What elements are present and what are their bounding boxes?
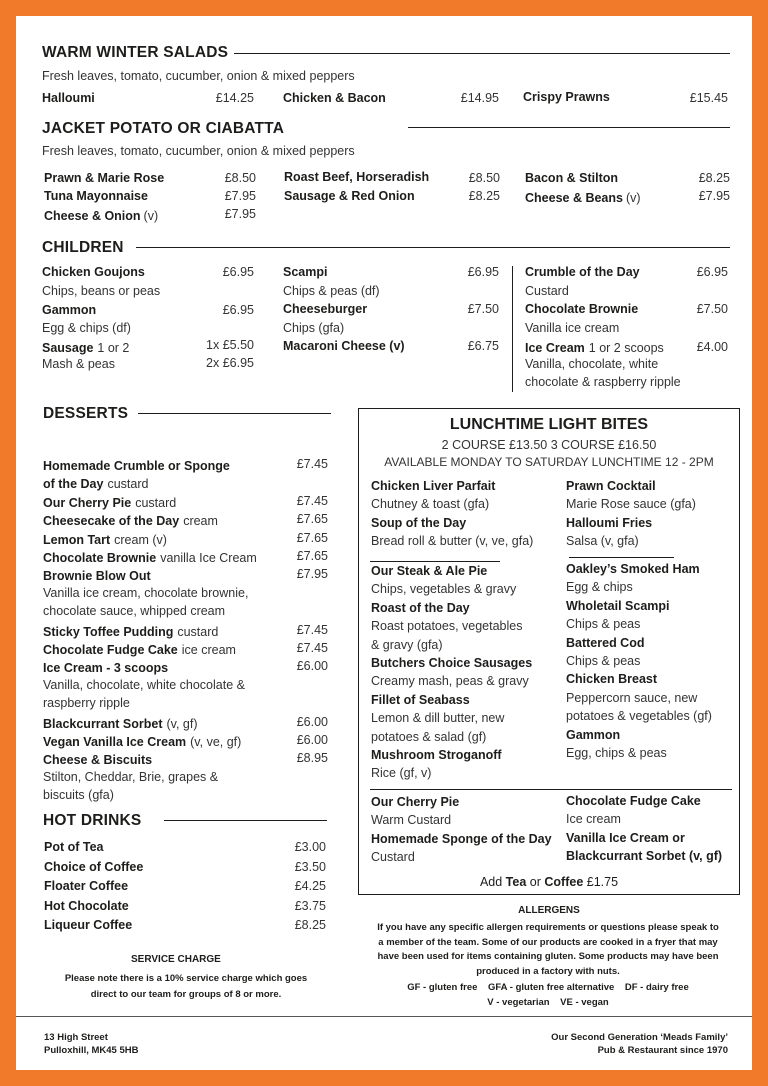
menu-item-name: Homemade Crumble or Sponge: [43, 459, 230, 473]
menu-item-note: custard: [177, 624, 219, 639]
menu-item-price: £6.95: [696, 265, 728, 279]
lunch-item-name: Chicken Liver Parfait: [371, 479, 496, 493]
allergens-key: GF - gluten free GFA - gluten free alternative DF - dairy free: [407, 982, 689, 993]
lunch-item-desc: Chips & peas: [566, 617, 641, 632]
menu-item: [43, 567, 151, 585]
allergens-line: produced in a factory with nuts.: [476, 966, 620, 977]
menu-item-desc: chocolate & raspberry ripple: [525, 375, 681, 389]
menu-item-price: £14.95: [460, 91, 499, 105]
lunchtime-prices: 2 COURSE £13.50 3 COURSE £16.50: [441, 438, 657, 452]
menu-item-price: £7.50: [696, 302, 728, 316]
addon-coffee: Coffee: [544, 875, 584, 889]
menu-item-note: cream: [183, 514, 218, 529]
addon-pre: Add: [479, 875, 503, 889]
menu-item-name: Sticky Toffee Pudding: [43, 624, 174, 639]
menu-item-price: £8.50: [224, 171, 256, 185]
menu-item-price: £6.95: [222, 265, 254, 279]
lunchtime-heading: LUNCHTIME LIGHT BITES: [449, 416, 649, 433]
menu-item-desc: Chips, beans or peas: [42, 284, 161, 298]
lunch-item-name: Vanilla Ice Cream or: [566, 830, 685, 845]
lunch-item-name: Soup of the Day: [371, 515, 467, 530]
menu-item-note: (v, ve, gf): [190, 735, 242, 749]
menu-item-name: Floater Coffee: [44, 879, 129, 893]
lunch-item-desc: Rice (gf, v): [371, 766, 432, 781]
lunch-item-name: Wholetail Scampi: [566, 598, 670, 613]
menu-item-name: Hot Chocolate: [44, 898, 129, 913]
section-heading-hot-drinks: HOT DRINKS: [43, 812, 142, 829]
menu-item: [44, 207, 158, 225]
menu-item-desc: chocolate sauce, whipped cream: [43, 604, 226, 619]
menu-item-name: Ice Cream: [525, 341, 585, 355]
menu-item-price: £7.50: [467, 302, 499, 316]
addon-tea: Tea: [505, 875, 527, 889]
menu-item-note: 1 or 2 scoops: [588, 341, 664, 355]
menu-item: [43, 475, 148, 493]
lunch-item-desc: & gravy (gfa): [371, 637, 443, 652]
menu-item-name: Chocolate Fudge Cake: [43, 643, 178, 657]
lunch-item-name: Butchers Choice Sausages: [371, 656, 533, 670]
menu-item: [43, 641, 236, 659]
menu-item-price: £3.00: [294, 840, 326, 854]
menu-item-price: £15.45: [689, 91, 728, 105]
allergens-line: If you have any specific allergen requirements or questions please speak to: [377, 922, 719, 933]
lunch-item-name: Our Cherry Pie: [371, 795, 460, 809]
menu-item-name: Choice of Coffee: [44, 859, 144, 874]
menu-item-desc: raspberry ripple: [43, 696, 130, 711]
section-divider: [569, 557, 674, 558]
menu-item-name: Liqueur Coffee: [44, 918, 133, 932]
lunch-item-desc: Bread roll & butter (v, ve, gfa): [371, 534, 534, 549]
menu-item-price: £3.50: [294, 859, 326, 874]
menu-item-price: £6.00: [296, 659, 328, 674]
menu-item-price: £7.45: [296, 641, 328, 655]
lunch-item-name: Roast of the Day: [371, 600, 470, 615]
menu-item-desc: Chips & peas (df): [283, 284, 380, 298]
allergens-key: V - vegetarian VE - vegan: [487, 997, 609, 1008]
menu-item-price: £8.25: [468, 189, 500, 203]
menu-item-name: Crumble of the Day: [525, 265, 640, 279]
menu-item-name: Lemon Tart: [43, 532, 111, 547]
lunch-item-name: Prawn Cocktail: [566, 479, 656, 493]
menu-item-price: £3.75: [294, 898, 326, 913]
service-charge-heading: SERVICE CHARGE: [131, 954, 221, 965]
lunch-item-desc: Chips, vegetables & gravy: [371, 582, 517, 597]
menu-item-name: Pot of Tea: [44, 840, 104, 854]
menu-item-name: Bacon & Stilton: [525, 171, 619, 185]
menu-item-name: Brownie Blow Out: [43, 569, 151, 584]
menu-item-desc: Chips (gfa): [283, 321, 345, 335]
menu-item-price: £7.45: [296, 493, 328, 508]
menu-item-note: custard: [135, 495, 177, 510]
menu-item-desc: Stilton, Cheddar, Brie, grapes &: [43, 769, 219, 784]
section-heading-jacket: JACKET POTATO OR CIABATTA: [42, 120, 285, 137]
menu-item-price: £7.95: [224, 189, 256, 203]
menu-item-price: £7.95: [698, 189, 730, 203]
footer-address: Pulloxhill, MK45 5HB: [44, 1045, 139, 1056]
menu-item-name: Ice Cream - 3 scoops: [43, 661, 169, 676]
heading-rule: [138, 413, 331, 414]
heading-rule: [408, 127, 730, 128]
menu-item: [43, 751, 152, 769]
menu-item-name: Cheese & Onion: [44, 209, 141, 223]
section-divider: [370, 561, 500, 562]
menu-item-name: Scampi: [283, 265, 328, 279]
menu-item-price: £6.95: [467, 265, 499, 279]
menu-item-name: Halloumi: [42, 91, 95, 105]
menu-item-name: Tuna Mayonnaise: [44, 189, 148, 203]
lunch-item-desc: Warm Custard: [371, 813, 452, 828]
lunch-item-desc: Creamy mash, peas & gravy: [371, 674, 529, 689]
menu-item-price: £8.25: [698, 171, 730, 185]
salads-description: Fresh leaves, tomato, cucumber, onion & mixed peppers: [42, 69, 355, 83]
addon-price: £1.75: [586, 875, 619, 889]
menu-item-price: 1x £5.50: [206, 338, 254, 352]
section-heading-children: CHILDREN: [42, 239, 124, 256]
service-charge-line: direct to our team for groups of 8 or more.: [90, 989, 282, 1000]
menu-item-price: £4.25: [294, 879, 326, 893]
menu-item-price: £7.65: [296, 512, 328, 527]
menu-item: [43, 659, 168, 677]
menu-item-name: Blackcurrant Sorbet: [43, 716, 163, 731]
menu-item: [43, 715, 198, 733]
jacket-description: Fresh leaves, tomato, cucumber, onion & mixed peppers: [42, 144, 355, 158]
menu-item-note: (v, gf): [166, 716, 198, 731]
menu-item-desc: Vanilla, chocolate, white: [525, 357, 659, 371]
menu-item-price: £7.65: [296, 530, 328, 545]
menu-item-desc: Vanilla ice cream, chocolate brownie,: [43, 585, 249, 600]
menu-item-price: £8.95: [296, 751, 328, 766]
footer-tagline: Our Second Generation ‘Meads Family’: [551, 1032, 728, 1043]
menu-item-name: Sausage & Red Onion: [284, 189, 415, 203]
lunchtime-availability: AVAILABLE MONDAY TO SATURDAY LUNCHTIME 12 - 2PM: [384, 455, 714, 469]
menu-item-name: Sausage: [42, 341, 94, 355]
menu-item: [525, 339, 664, 357]
menu-item-name: Prawn & Marie Rose: [44, 171, 165, 185]
menu-item-note: cream (v): [114, 532, 167, 547]
menu-item-price: £6.00: [296, 714, 328, 729]
menu-item-name: Cheesecake of the Day: [43, 514, 180, 529]
allergens-line: have been used for items containing gluten. Some products may have been: [377, 951, 719, 962]
lunchtime-addon: [358, 875, 740, 889]
menu-item-note: (v): [143, 209, 159, 223]
lunch-item-name: Homemade Sponge of the Day: [371, 831, 552, 846]
menu-item: [43, 549, 257, 567]
menu-item-name: Cheese & Beans: [525, 191, 623, 205]
section-heading-salads: WARM WINTER SALADS: [42, 44, 229, 61]
menu-item-note: 1 or 2: [97, 341, 130, 355]
footer-rule: [16, 1016, 752, 1017]
lunch-item-desc: potatoes & vegetables (gf): [566, 709, 712, 724]
menu-item-note: (v): [625, 191, 641, 205]
lunch-item-desc: Roast potatoes, vegetables: [371, 619, 523, 634]
menu-item-note: custard: [107, 477, 149, 492]
menu-page: [16, 16, 752, 1070]
section-divider: [370, 789, 732, 790]
menu-item-name: Chicken Goujons: [42, 265, 145, 279]
footer-tagline: Pub & Restaurant since 1970: [597, 1045, 728, 1056]
lunch-item-desc: Custard: [371, 850, 415, 865]
menu-item-name: Cheese & Biscuits: [43, 753, 153, 768]
menu-item-price: £6.00: [296, 733, 328, 747]
menu-item-name: Crispy Prawns: [523, 90, 610, 104]
menu-item-name: Macaroni Cheese (v): [283, 339, 405, 353]
menu-item-name: Our Cherry Pie: [43, 495, 132, 510]
menu-item-desc: Vanilla, chocolate, white chocolate &: [43, 677, 245, 692]
menu-item: [43, 457, 230, 475]
menu-item-price: £14.25: [215, 91, 254, 105]
heading-rule: [234, 53, 730, 54]
menu-item-price: £7.95: [224, 207, 256, 221]
menu-item-price: £8.25: [294, 918, 326, 932]
column-divider: [512, 266, 513, 392]
lunch-item-name: Chocolate Fudge Cake: [566, 794, 701, 808]
lunch-item-desc: Chutney & toast (gfa): [371, 497, 490, 512]
lunch-item-desc: Salsa (v, gfa): [566, 534, 639, 549]
menu-item: [43, 531, 167, 549]
menu-item-name: Gammon: [42, 303, 97, 317]
menu-item: [43, 494, 176, 512]
lunch-item-name: Halloumi Fries: [566, 515, 653, 530]
menu-item-price: £6.75: [467, 339, 499, 353]
menu-item-name: Chocolate Brownie: [525, 302, 639, 316]
menu-item: [43, 623, 218, 641]
menu-item-name: Cheeseburger: [283, 302, 368, 316]
menu-item-name: Chocolate Brownie: [43, 551, 157, 565]
menu-item-desc: Mash & peas: [42, 357, 115, 371]
allergens-heading: ALLERGENS: [518, 905, 580, 916]
menu-item-desc: Vanilla ice cream: [525, 321, 620, 335]
lunch-item-desc: Egg, chips & peas: [566, 746, 667, 760]
menu-item: [43, 512, 218, 530]
lunch-item-desc: Marie Rose sauce (gfa): [566, 497, 696, 512]
section-heading-desserts: DESSERTS: [43, 405, 129, 422]
menu-item-price: £7.65: [296, 549, 328, 563]
lunch-item-name: Gammon: [566, 727, 621, 742]
menu-item: [42, 339, 129, 357]
lunch-item-name: Fillet of Seabass: [371, 692, 470, 707]
heading-rule: [164, 820, 327, 821]
lunch-item-name: Chicken Breast: [566, 672, 658, 687]
menu-item-price: 2x £6.95: [206, 356, 254, 370]
footer-address: 13 High Street: [44, 1032, 108, 1043]
lunch-item-desc: Peppercorn sauce, new: [566, 690, 698, 705]
lunch-item-name: Oakley’s Smoked Ham: [566, 562, 700, 576]
lunch-item-name: Mushroom Stroganoff: [371, 748, 502, 762]
menu-item-name: Vegan Vanilla Ice Cream: [43, 735, 187, 749]
lunch-item-name: Our Steak & Ale Pie: [371, 564, 488, 578]
menu-item-desc: Egg & chips (df): [42, 321, 131, 335]
addon-or: or: [529, 875, 541, 889]
menu-item-name: of the Day: [43, 477, 104, 492]
heading-rule: [136, 247, 730, 248]
menu-item-price: £6.95: [222, 303, 254, 317]
menu-item-name: Chicken & Bacon: [283, 91, 386, 105]
menu-item-note: ice cream: [181, 643, 236, 657]
menu-item-price: £8.50: [468, 171, 500, 185]
allergens-line: a member of the team. Some of our products are cooked in a fryer that may: [378, 937, 718, 948]
menu-item-desc: Custard: [525, 284, 569, 298]
lunch-item-name: Blackcurrant Sorbet (v, gf): [566, 849, 723, 864]
lunch-item-desc: Chips & peas: [566, 654, 641, 668]
lunch-item-name: Battered Cod: [566, 635, 645, 650]
lunch-item-desc: Ice cream: [566, 812, 621, 827]
service-charge-line: Please note there is a 10% service charge which goes: [64, 973, 308, 984]
menu-item-price: £4.00: [696, 340, 728, 354]
lunch-item-desc: potatoes & salad (gf): [371, 729, 487, 744]
menu-item-price: £7.45: [296, 622, 328, 637]
menu-item: [525, 189, 641, 207]
menu-item-note: vanilla Ice Cream: [160, 551, 257, 565]
menu-item-name: Roast Beef, Horseradish: [284, 170, 430, 184]
menu-item-desc: biscuits (gfa): [43, 788, 114, 803]
menu-item: [43, 733, 241, 751]
lunch-item-desc: Lemon & dill butter, new: [371, 711, 505, 726]
menu-item-price: £7.45: [296, 457, 328, 471]
lunch-item-desc: Egg & chips: [566, 580, 633, 595]
menu-item-price: £7.95: [296, 567, 328, 582]
